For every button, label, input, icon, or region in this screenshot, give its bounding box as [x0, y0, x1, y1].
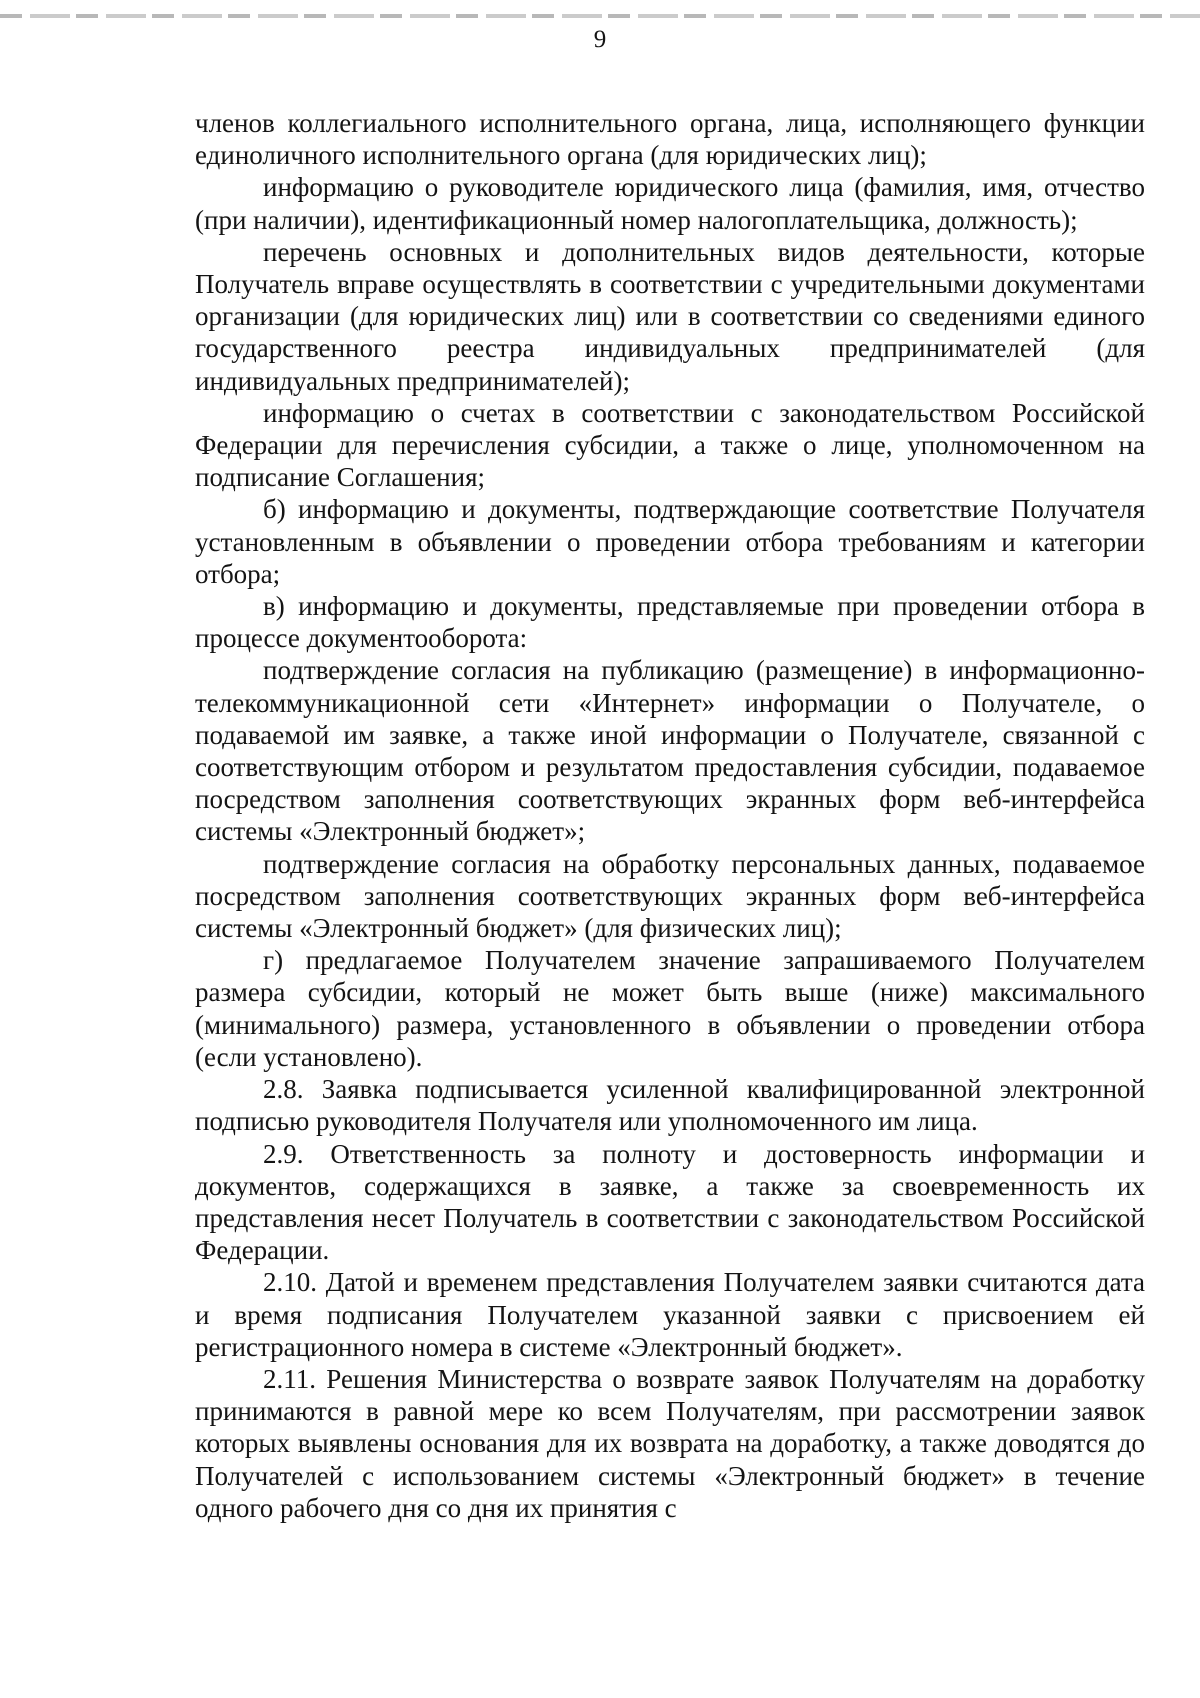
page-number: 9 — [593, 26, 607, 53]
paragraph-2-9: 2.9. Ответственность за полноту и достоверность информации и документов, содержащихся в заявке, а также за своевременность их представления несет Получатель в соответствии с законодательством Российской Федерации. — [195, 1138, 1145, 1266]
paragraph-personal-data-consent: подтверждение согласия на обработку персональных данных, подаваемое посредством заполнения соответствующих экранных форм веб-интерфейса системы «Электронный бюджет» (для физических лиц); — [195, 848, 1145, 944]
paragraph-activities: перечень основных и дополнительных видов деятельности, которые Получатель вправе осуществлять в соответствии с учредительными документами организации (для юридических лиц) или в соответствии со сведениями единого государственного реестра индивидуальных предпринимателей (для индивидуальных предпринимателей); — [195, 236, 1145, 396]
paragraph-item-g: г) предлагаемое Получателем значение запрашиваемого Получателем размера субсидии, который не может быть выше (ниже) максимального (минимального) размера, установленного в объявлении о проведении отбора (если установлено). — [195, 945, 1145, 1072]
paragraph-2-10: 2.10. Датой и временем представления Получателем заявки считаются дата и время подписания Получателем указанной заявки с присвоением ей регистрационного номера в системе «Электронный бюджет». — [195, 1267, 1145, 1362]
paragraph-head-info: информацию о руководителе юридического лица (фамилия, имя, отчество (при наличии), идентификационный номер налогоплательщика, должность); — [195, 172, 1145, 235]
paragraph-publication-consent: подтверждение согласия на публикацию (размещение) в информационно-телекоммуникационной сети «Интернет» информации о Получателе, о подаваемой им заявке, а также иной информации о Получателе, связанной с соответствующим отбором и результатом предоставления субсидии, подаваемое посредством заполнения соответствующих экранных форм веб-интерфейса системы «Электронный бюджет»; — [195, 655, 1145, 847]
paragraph-2-11: 2.11. Решения Министерства о возврате заявок Получателям на доработку принимаются в равной мере ко всем Получателям, при рассмотрении заявок которых выявлены основания для их возврата на доработку, а также доводятся до Получателей с использованием системы «Электронный бюджет» в течение одного рабочего дня со дня их принятия с — [195, 1363, 1145, 1523]
paragraph-2-8: 2.8. Заявка подписывается усиленной квалифицированной электронной подписью руководителя Получателя или уполномоченного им лица. — [195, 1074, 1145, 1137]
paragraph-item-b: б) информацию и документы, подтверждающие соответствие Получателя установленным в объявлении о проведении отбора требованиям и категории отбора; — [195, 494, 1145, 589]
paragraph-item-v: в) информацию и документы, представляемые при проведении отбора в процессе документооборота: — [195, 591, 1145, 654]
document-body — [195, 107, 1145, 1524]
scan-edge-artifact — [0, 14, 1200, 18]
paragraph-continuation: членов коллегиального исполнительного органа, лица, исполняющего функции единоличного исполнительного органа (для юридических лиц); — [195, 108, 1145, 171]
paragraph-accounts: информацию о счетах в соответствии с законодательством Российской Федерации для перечисления субсидии, а также о лице, уполномоченном на подписание Соглашения; — [195, 397, 1145, 493]
